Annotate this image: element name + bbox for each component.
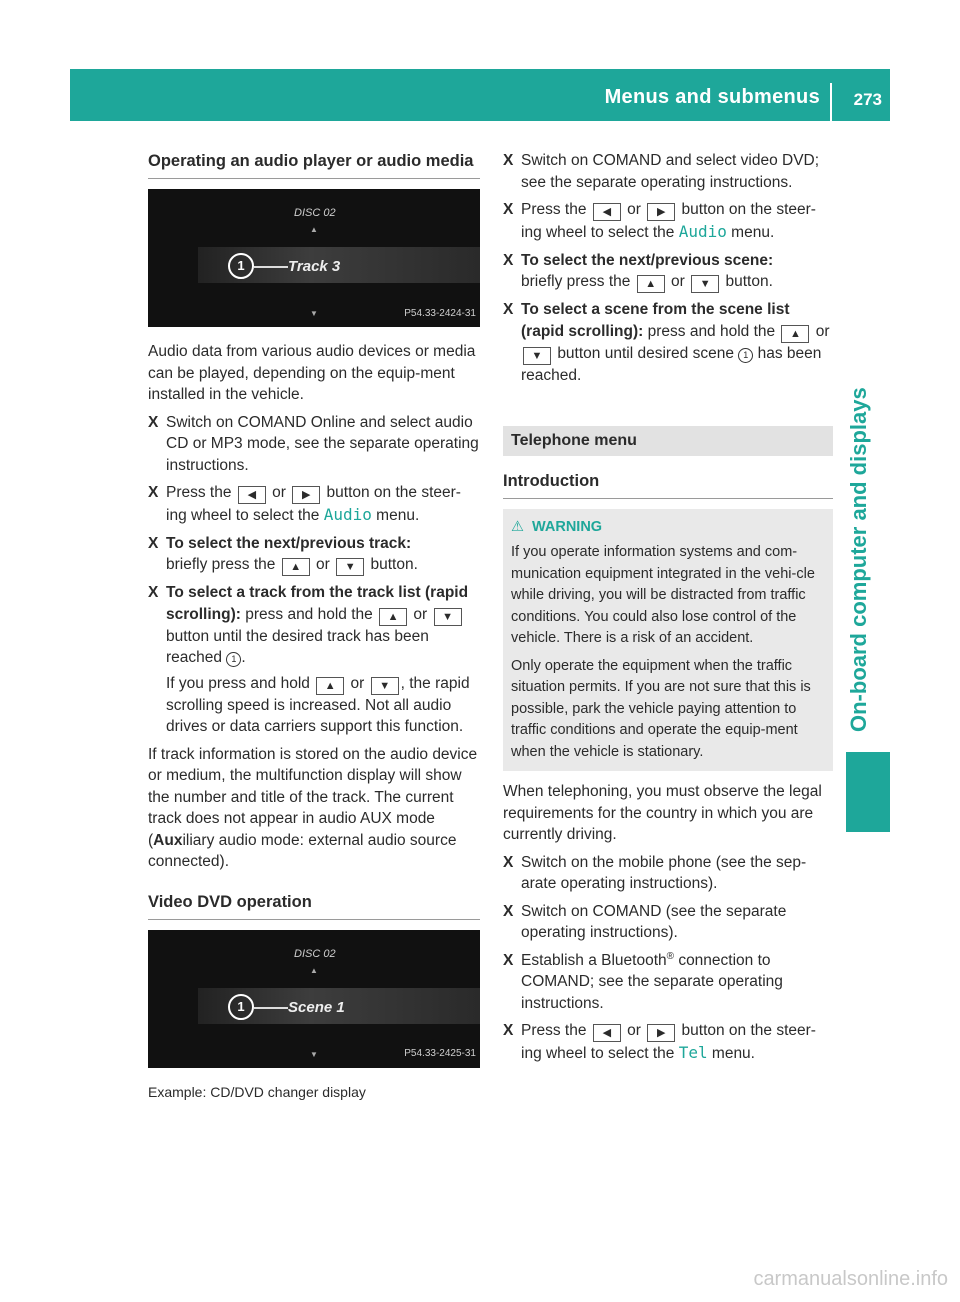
step-text: Switch on COMAND (see the separate operating instructions). — [521, 902, 787, 941]
step-text: button on the steer-ing wheel to select the — [521, 201, 816, 241]
step-text: Switch on COMAND and select video DVD; see the separate operating instructions. — [521, 152, 820, 191]
step-text: or — [350, 674, 365, 692]
step-text: or — [413, 605, 428, 623]
step-note — [166, 673, 480, 738]
image-caption: Example: CD/DVD changer display — [148, 1083, 366, 1100]
down-key-icon: ▼ — [434, 608, 462, 626]
up-arrow-icon: ▲ — [310, 225, 318, 234]
step-text: Press the — [521, 1022, 587, 1039]
right-key-icon: ▶ — [647, 1024, 675, 1042]
side-tab-label-wrapper — [846, 170, 874, 730]
callout-1-icon: 1 — [228, 994, 254, 1020]
divider — [148, 178, 480, 179]
step-text: button until desired scene — [557, 344, 734, 362]
step-text: Switch on the mobile phone (see the sep-arate operating instructions). — [521, 853, 807, 892]
step-text: Press the — [166, 484, 232, 501]
telephone-paragraph: When telephoning, you must observe the legal requirements for the country in which you are currently driving. — [503, 783, 822, 843]
step-text: Switch on COMAND Online and select audio CD or MP3 mode, see the separate operating instructions. — [166, 413, 479, 474]
step-bullet-icon: X — [503, 201, 514, 218]
step-bullet-icon: X — [503, 152, 514, 169]
step-text: If you press and hold — [166, 674, 310, 692]
step-text: button. — [370, 556, 418, 573]
side-tab-label: On-board computer and displays — [846, 387, 871, 732]
step-bullet-icon: X — [503, 1022, 514, 1039]
step-text: , the rapid scrolling speed is increased. Not all audio drives or data carriers support this function. — [166, 674, 470, 735]
step-text: . — [241, 649, 246, 666]
step-text: menu. — [711, 1045, 755, 1062]
right-key-icon: ▶ — [292, 486, 320, 504]
left-key-icon: ◀ — [593, 1024, 621, 1042]
step-text: briefly press the — [166, 556, 276, 573]
step-bullet-icon: X — [503, 902, 514, 920]
disc-label: DISC 02 — [294, 207, 336, 219]
step-text: Press the — [521, 201, 587, 218]
header-bar — [70, 69, 890, 121]
step-bullet-icon: X — [148, 534, 159, 552]
up-key-icon: ▲ — [316, 677, 344, 695]
left-key-icon: ◀ — [593, 203, 621, 221]
step-text: or — [627, 201, 641, 218]
up-key-icon: ▲ — [282, 558, 310, 576]
up-key-icon: ▲ — [781, 325, 809, 343]
step — [148, 412, 480, 477]
para-text: If track information is stored on the audio device or medium, the multifunction display will show the number and title of the track. The current track does not appear in audio AUX mode ( — [148, 745, 478, 849]
warning-title — [511, 517, 825, 539]
registered-mark: ® — [666, 950, 674, 962]
step-text: menu. — [731, 224, 775, 241]
step — [148, 582, 480, 738]
step-bullet-icon: X — [148, 584, 159, 601]
step — [503, 950, 833, 1015]
section-title-video: Video DVD operation — [148, 892, 312, 911]
step-text: button. — [725, 273, 773, 290]
display-image-track — [148, 189, 480, 327]
step-text: button on the steer-ing wheel to select the — [166, 484, 461, 524]
warning-text: Only operate the equipment when the traffic situation permits. If you are not sure that this is possible, park the vehicle paying attention to traffic conditions and operate the equip-ment when the vehicle is stationary. — [511, 657, 811, 760]
step-text: button on the steer-ing wheel to select the — [521, 1022, 816, 1062]
step-heading: To select the next/previous scene: — [521, 251, 774, 269]
left-key-icon: ◀ — [238, 486, 266, 504]
down-arrow-icon: ▼ — [310, 309, 318, 318]
step-text: press and hold the — [245, 605, 373, 623]
step — [503, 150, 833, 193]
step-bullet-icon: X — [148, 413, 159, 431]
down-key-icon: ▼ — [691, 275, 719, 293]
up-key-icon: ▲ — [637, 275, 665, 293]
callout-1-icon: 1 — [738, 348, 753, 363]
down-key-icon: ▼ — [371, 677, 399, 695]
step — [148, 533, 480, 577]
side-tab-block — [846, 752, 890, 832]
section-bar-telephone: Telephone menu — [503, 426, 833, 456]
down-key-icon: ▼ — [523, 347, 551, 365]
step-text: Establish a Bluetooth — [521, 951, 667, 969]
section-title-audio: Operating an audio player or audio media — [148, 152, 474, 170]
header-separator — [830, 83, 832, 121]
section-title-introduction: Introduction — [503, 471, 600, 490]
step-text: press and hold the — [647, 322, 776, 340]
left-column — [148, 150, 480, 1103]
callout-1-icon: 1 — [226, 652, 241, 667]
menu-keyword: Audio — [323, 505, 372, 524]
divider — [148, 919, 480, 920]
step-text: or — [671, 273, 685, 290]
intro-paragraph: Audio data from various audio devices or media can be played, depending on the equip-ment installed in the vehicle. — [148, 343, 476, 403]
step-text: connection to COMAND; see the separate operating instructions. — [521, 951, 783, 1012]
step-text: or — [627, 1022, 641, 1039]
step-text: has been reached. — [521, 344, 822, 384]
warning-icon: ⚠ — [511, 518, 524, 535]
down-arrow-icon: ▼ — [310, 1049, 318, 1059]
right-key-icon: ▶ — [647, 203, 675, 221]
step — [503, 250, 833, 294]
para-text: iliary audio mode: external audio source connected). — [148, 831, 457, 870]
up-arrow-icon: ▲ — [310, 965, 318, 975]
callout-line — [254, 1007, 288, 1009]
page-number: 273 — [853, 90, 882, 109]
step — [148, 482, 480, 527]
step-bullet-icon: X — [503, 951, 514, 969]
step-bullet-icon: X — [148, 484, 159, 501]
warning-title-text: WARNING — [532, 518, 603, 535]
step-text: button until the desired track has been reached — [166, 627, 429, 666]
step-heading: To select the next/previous track: — [166, 534, 412, 552]
display-image-scene — [148, 930, 480, 1068]
image-code: P54.33-2425-31 — [404, 1048, 476, 1059]
up-key-icon: ▲ — [379, 608, 407, 626]
aux-paragraph — [148, 744, 480, 873]
callout-1-icon: 1 — [228, 253, 254, 279]
track-label: Track 3 — [288, 258, 341, 275]
step-bullet-icon: X — [503, 301, 514, 318]
warning-box — [503, 509, 833, 772]
warning-text: If you operate information systems and com-munication equipment integrated in the vehi-cle while driving, you will be distracted from traffic conditions. You could also lose control of the vehicle. There is a risk of an accident. — [511, 544, 815, 646]
step-heading: To select a scene from the scene list (rapid scrolling): — [521, 301, 790, 340]
step — [503, 199, 833, 244]
step — [503, 852, 833, 895]
step — [503, 901, 833, 944]
callout-line — [254, 266, 288, 268]
divider — [503, 498, 833, 499]
down-key-icon: ▼ — [336, 558, 364, 576]
image-code: P54.33-2424-31 — [404, 307, 476, 319]
step-bullet-icon: X — [503, 251, 514, 269]
menu-keyword: Audio — [678, 222, 727, 241]
step-text: menu. — [376, 507, 420, 524]
para-bold: Aux — [153, 831, 183, 849]
step-text: or — [272, 484, 286, 501]
step — [503, 1020, 833, 1065]
header-title: Menus and submenus — [604, 86, 820, 108]
menu-keyword: Tel — [678, 1043, 708, 1062]
step-heading: To select a track from the track list (rapid scrolling): — [166, 584, 469, 623]
right-column — [503, 150, 833, 1071]
watermark: carmanualsonline.info — [753, 1267, 948, 1290]
step-text: briefly press the — [521, 273, 631, 290]
step-text: or — [316, 556, 330, 573]
disc-label: DISC 02 — [294, 947, 336, 960]
step-bullet-icon: X — [503, 853, 514, 871]
step — [503, 299, 833, 386]
step-text: or — [815, 322, 830, 340]
scene-label: Scene 1 — [288, 998, 345, 1016]
